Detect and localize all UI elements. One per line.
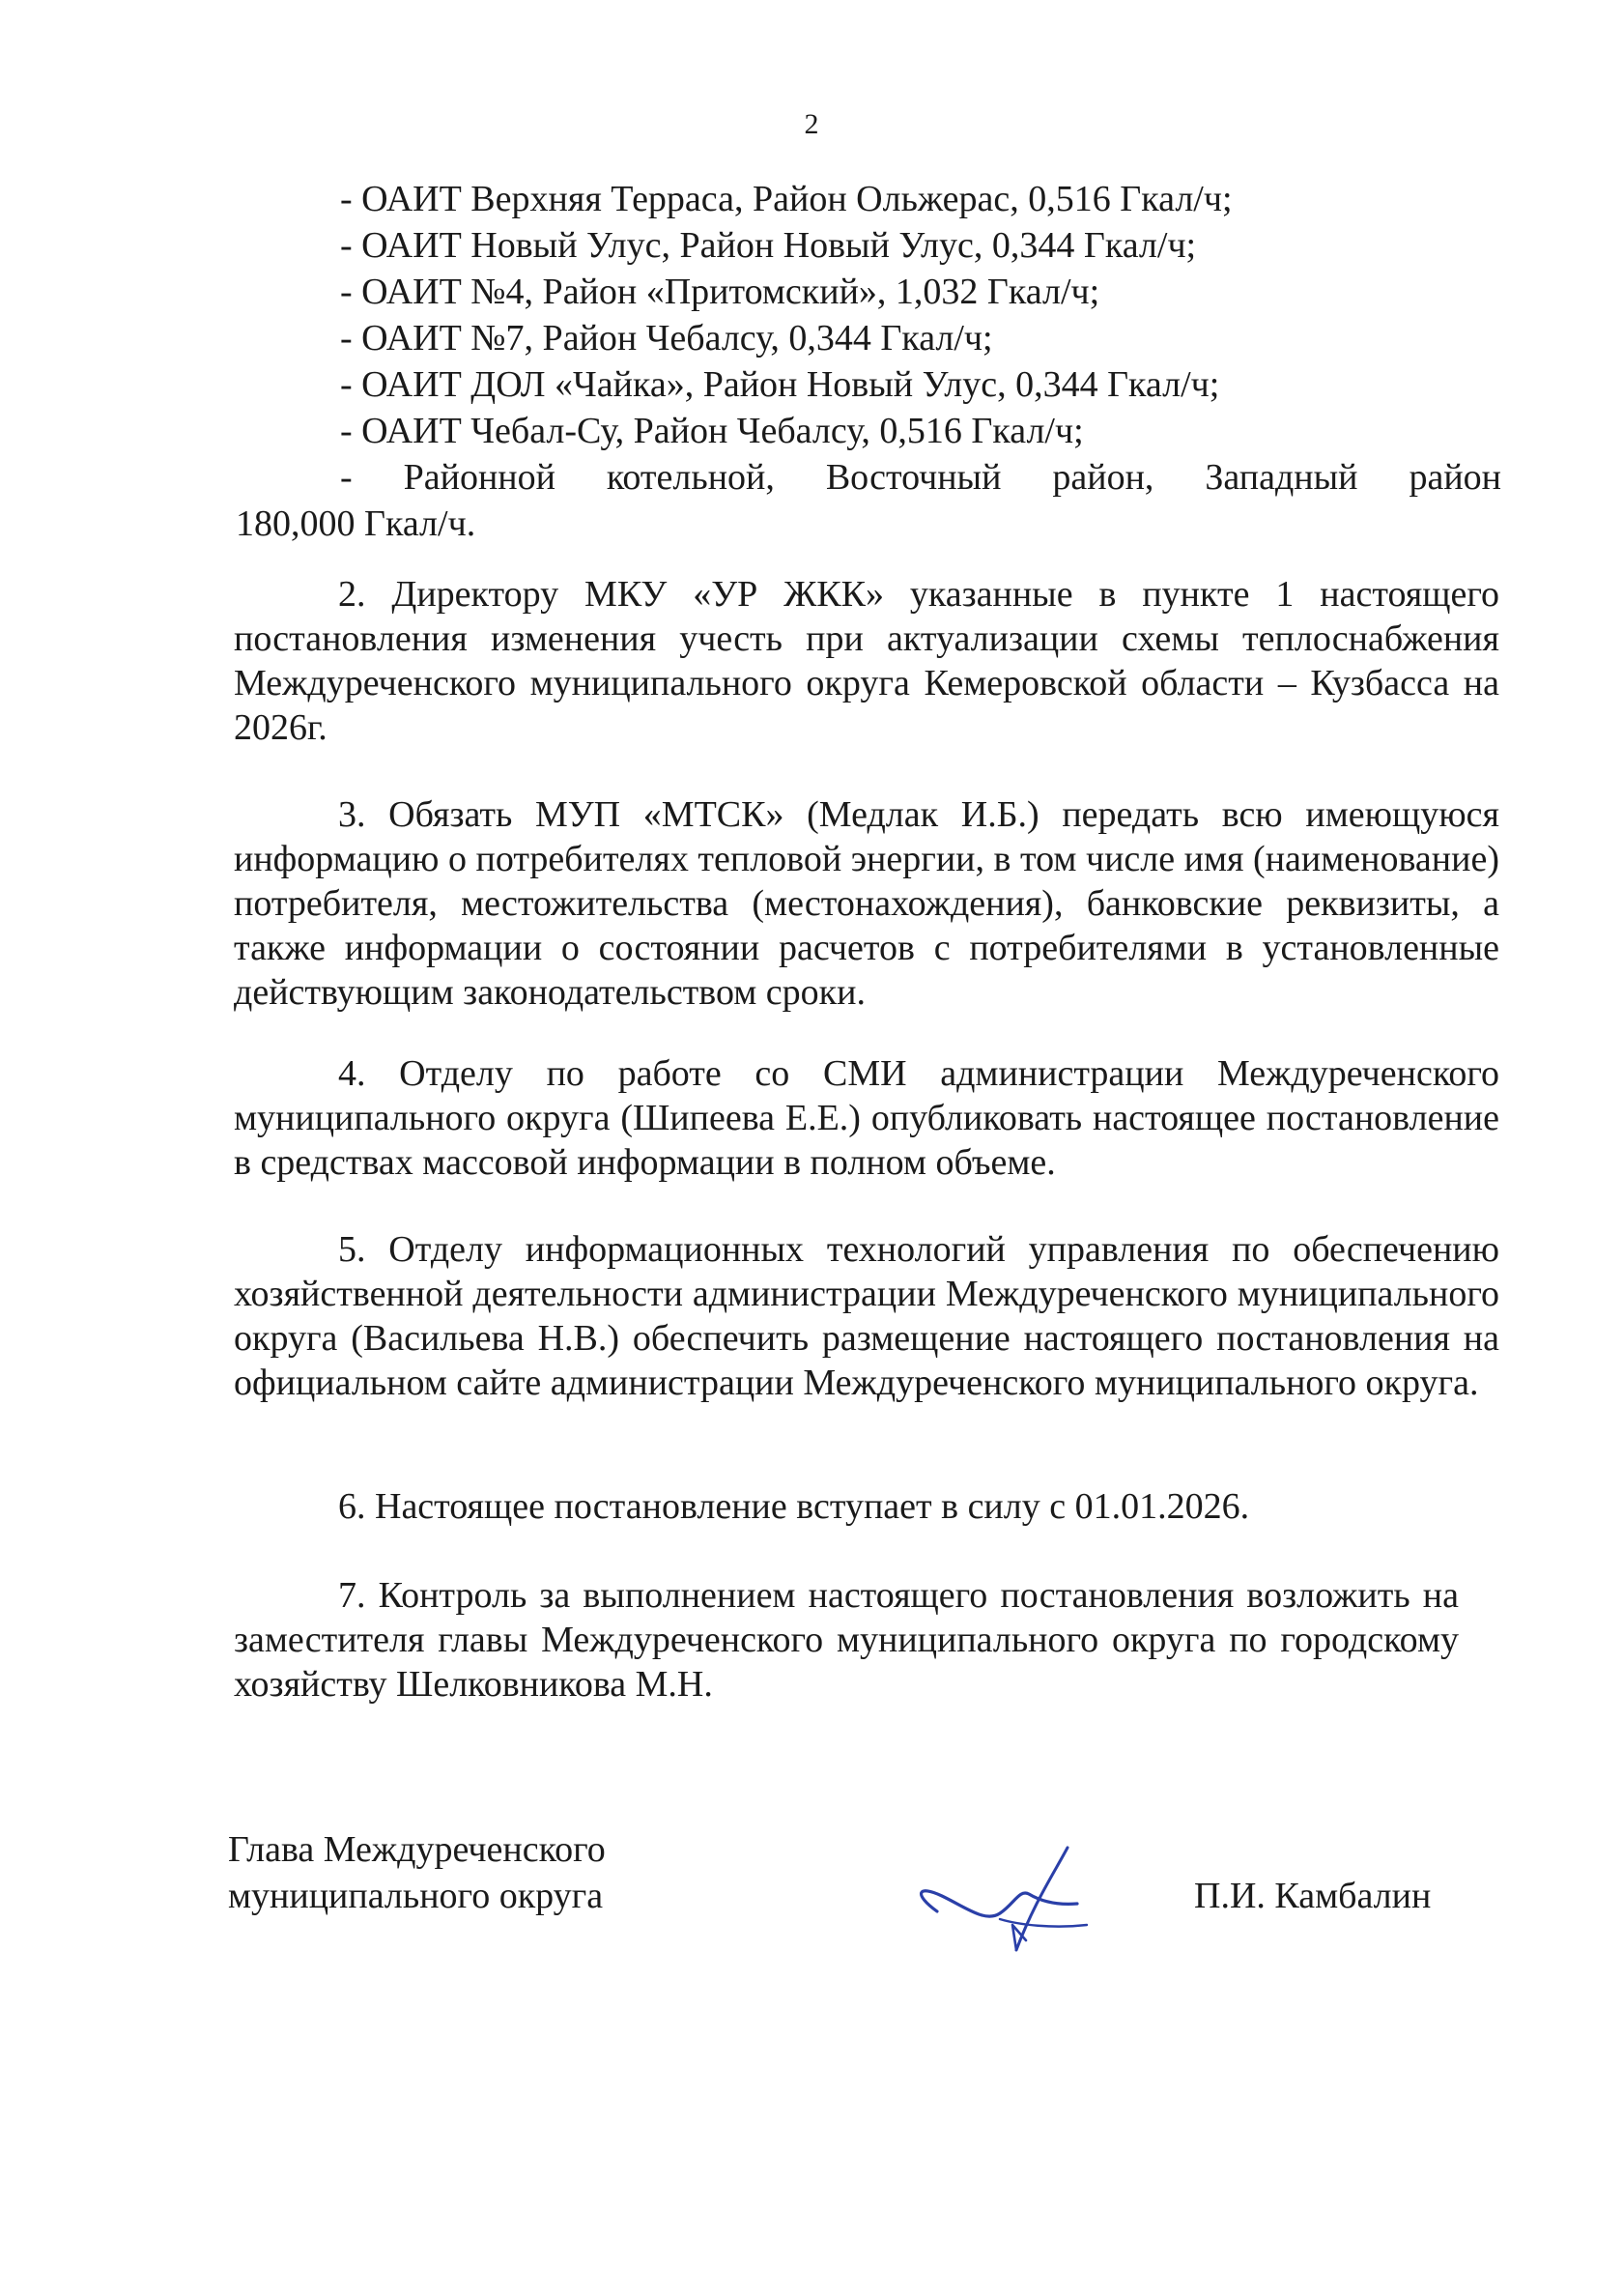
list-item-line-2: 180,000 Гкал/ч. [236, 503, 476, 544]
signatory-title-line-2: муниципального округа [228, 1876, 604, 1916]
signatory-title-line-1: Глава Междуреченского [228, 1829, 606, 1870]
paragraph-3: 3. Обязать МУП «МТСК» (Медлак И.Б.) передать всю имеющуюся информацию о потребителях тепловой энергии, в том числе имя (наименование) потребителя, местожительства (местонахождения), банковские реквизиты, а также информации о состоянии расчетов с потребителями в установленные действующим законодательством сроки. [234, 794, 1499, 1013]
paragraph-4: 4. Отделу по работе со СМИ администрации Междуреченского муниципального округа (Шипеева Е.Е.) опубликовать настоящее постановление в средствах массовой информации в полном объеме. [234, 1053, 1499, 1183]
signature-stroke [922, 1891, 1077, 1916]
list-item: - ОАИТ №7, Район Чебалсу, 0,344 Гкал/ч; [340, 318, 993, 359]
list-item: - ОАИТ Новый Улус, Район Новый Улус, 0,344 Гкал/ч; [340, 225, 1197, 266]
list-item: - ОАИТ №4, Район «Притомский», 1,032 Гкал/ч; [340, 272, 1100, 312]
list-item: - ОАИТ Верхняя Терраса, Район Ольжерас, 0,516 Гкал/ч; [340, 179, 1233, 219]
signatory-name: П.И. Камбалин [1194, 1876, 1432, 1916]
signatory-title [228, 1826, 606, 1919]
page-number: 2 [804, 108, 819, 140]
paragraph-2: 2. Директору МКУ «УР ЖКК» указанные в пункте 1 настоящего постановления изменения учесть при актуализации схемы теплоснабжения Междуреченского муниципального округа Кемеровской области – Кузбасса на 2026г. [234, 574, 1499, 748]
list-item: - ОАИТ ДОЛ «Чайка», Район Новый Улус, 0,344 Гкал/ч; [340, 364, 1220, 405]
heat-source-list [340, 176, 1499, 454]
paragraph-6: 6. Настоящее постановление вступает в силу с 01.01.2026. [338, 1486, 1250, 1527]
list-item-line-1: - Районной котельной, Восточный район, Западный район [340, 457, 1501, 498]
paragraph-7: 7. Контроль за выполнением настоящего постановления возложить на заместителя главы Междуреченского муниципального округа по городскому хозяйству Шелковникова М.Н. [234, 1575, 1459, 1705]
handwritten-signature [908, 1836, 1101, 1971]
list-item-district-boiler [236, 454, 1501, 547]
paragraph-5: 5. Отделу информационных технологий управления по обеспечению хозяйственной деятельности администрации Междуреченского муниципального округа (Васильева Н.В.) обеспечить размещение настоящего постановления на официальном сайте администрации Междуреченского муниципального округа. [234, 1229, 1499, 1403]
list-item: - ОАИТ Чебал-Су, Район Чебалсу, 0,516 Гкал/ч; [340, 411, 1084, 451]
